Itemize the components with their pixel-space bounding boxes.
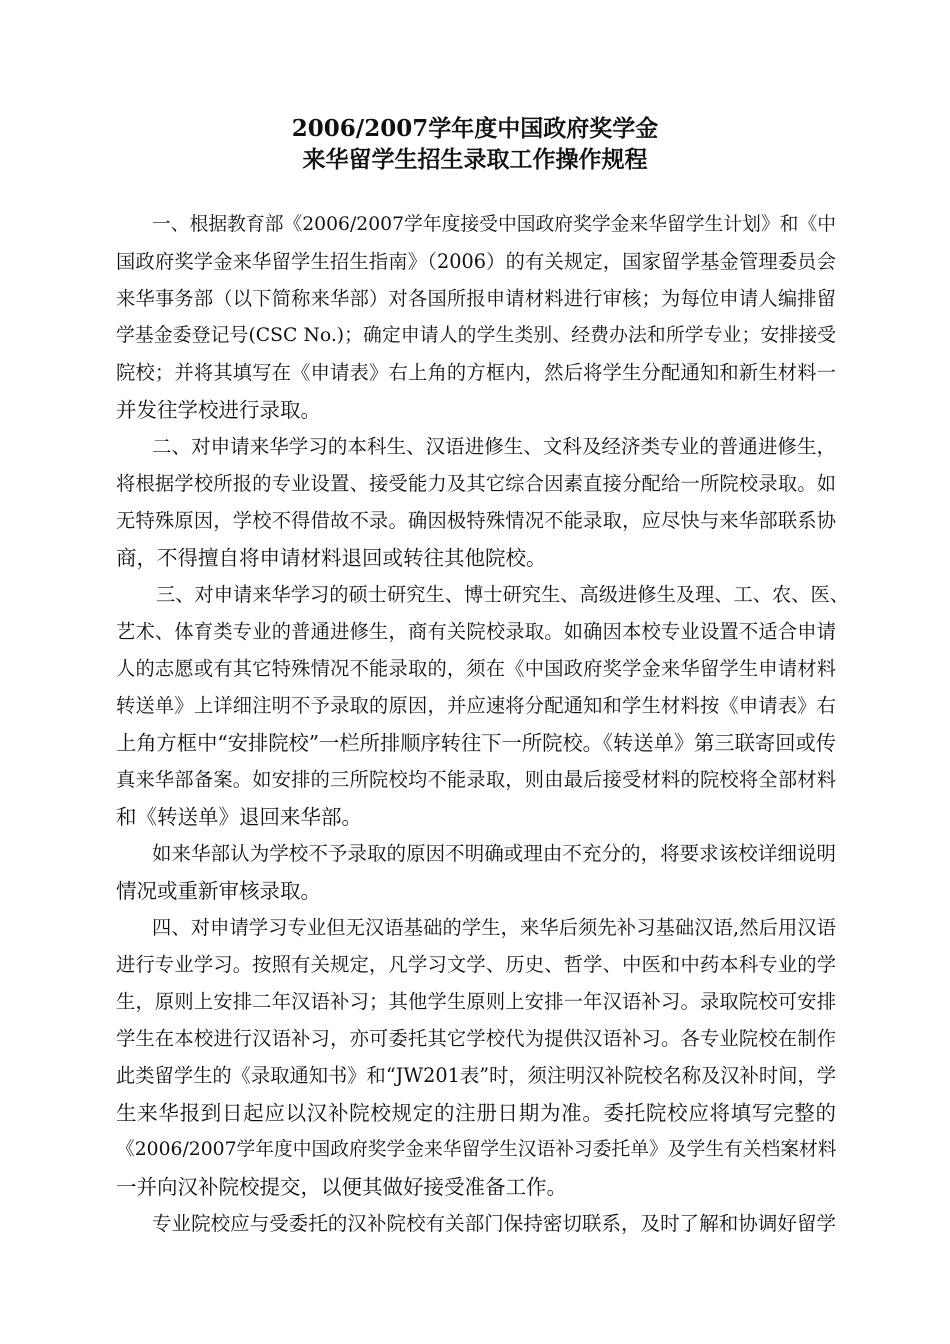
body-line: 来华事务部（以下简称来华部）对各国所报申请材料进行审核；为每位申请人编排留 — [116, 287, 836, 310]
body-line: 情况或重新审核录取。 — [116, 879, 321, 903]
body-line: 将根据学校所报的专业设置、接受能力及其它综合因素直接分配给一所院校录取。如 — [116, 472, 836, 495]
body-line: 《2006/2007学年度中国政府奖学金来华留学生汉语补习委托单》及学生有关档案材料 — [116, 1139, 837, 1160]
body-line: 二、对申请来华学习的本科生、汉语进修生、文科及经济类专业的普通进修生， — [152, 435, 836, 458]
document-title-line-1: 2006/2007学年度中国政府奖学金 — [291, 115, 659, 142]
body-line: 艺术、体育类专业的普通进修生，商有关院校录取。如确因本校专业设置不适合申请 — [116, 620, 836, 643]
body-line: 并发往学校进行录取。 — [116, 398, 321, 422]
body-line: 生，原则上安排二年汉语补习；其他学生原则上安排一年汉语补习。录取院校可安排 — [116, 990, 836, 1013]
document-title-line-2: 来华留学生招生录取工作操作规程 — [302, 146, 648, 173]
body-line: 转送单》上详细注明不予录取的原因，并应速将分配通知和学生材料按《申请表》右 — [116, 694, 836, 717]
body-line: 真来华部备案。如安排的三所院校均不能录取，则由最后接受材料的院校将全部材料 — [116, 768, 836, 791]
body-line: 人的志愿或有其它特殊情况不能录取的，须在《中国政府奖学金来华留学生申请材料 — [116, 657, 836, 680]
body-line: 专业院校应与受委托的汉补院校有关部门保持密切联系，及时了解和协调好留学 — [152, 1212, 836, 1235]
body-line: 生来华报到日起应以汉补院校规定的注册日期为准。委托院校应将填写完整的 — [116, 1101, 836, 1125]
body-line: 三、对申请来华学习的硕士研究生、博士研究生、高级进修生及理、工、农、医、 — [156, 583, 849, 606]
body-line: 院校；并将其填写在《申请表》右上角的方框内，然后将学生分配通知和新生材料一 — [116, 361, 836, 384]
body-line: 和《转送单》退回来华部。 — [116, 805, 362, 829]
body-line: 进行专业学习。按照有关规定，凡学习文学、历史、哲学、中医和中药本科专业的学 — [116, 953, 836, 976]
body-line: 一并向汉补院校提交，以便其做好接受准备工作。 — [116, 1175, 567, 1199]
body-line: 无特殊原因，学校不得借故不录。确因极特殊情况不能录取，应尽快与来华部联系协 — [116, 509, 836, 532]
body-line: 一、根据教育部《2006/2007学年度接受中国政府奖学金来华留学生计划》和《中 — [152, 214, 836, 235]
body-line: 商，不得擅自将申请材料退回或转往其他院校。 — [116, 546, 547, 570]
body-line: 如来华部认为学校不予录取的原因不明确或理由不充分的，将要求该校详细说明 — [152, 842, 836, 865]
body-line: 四、对申请学习专业但无汉语基础的学生，来华后须先补习基础汉语,然后用汉语 — [152, 916, 836, 939]
body-line: 学基金委登记号(CSC No.)；确定申请人的学生类别、经费办法和所学专业；安排接受 — [116, 325, 836, 346]
body-line: 上角方框中“安排院校”一栏所排顺序转往下一所院校。《转送单》第三联寄回或传 — [116, 731, 836, 755]
body-line: 学生在本校进行汉语补习，亦可委托其它学校代为提供汉语补习。各专业院校在制作 — [116, 1027, 836, 1050]
body-line: 国政府奖学金来华留学生招生指南》（2006）的有关规定，国家留学基金管理委员会 — [116, 250, 836, 273]
body-line: 此类留学生的《录取通知书》和“JW201表”时，须注明汉补院校名称及汉补时间，学 — [116, 1064, 836, 1087]
